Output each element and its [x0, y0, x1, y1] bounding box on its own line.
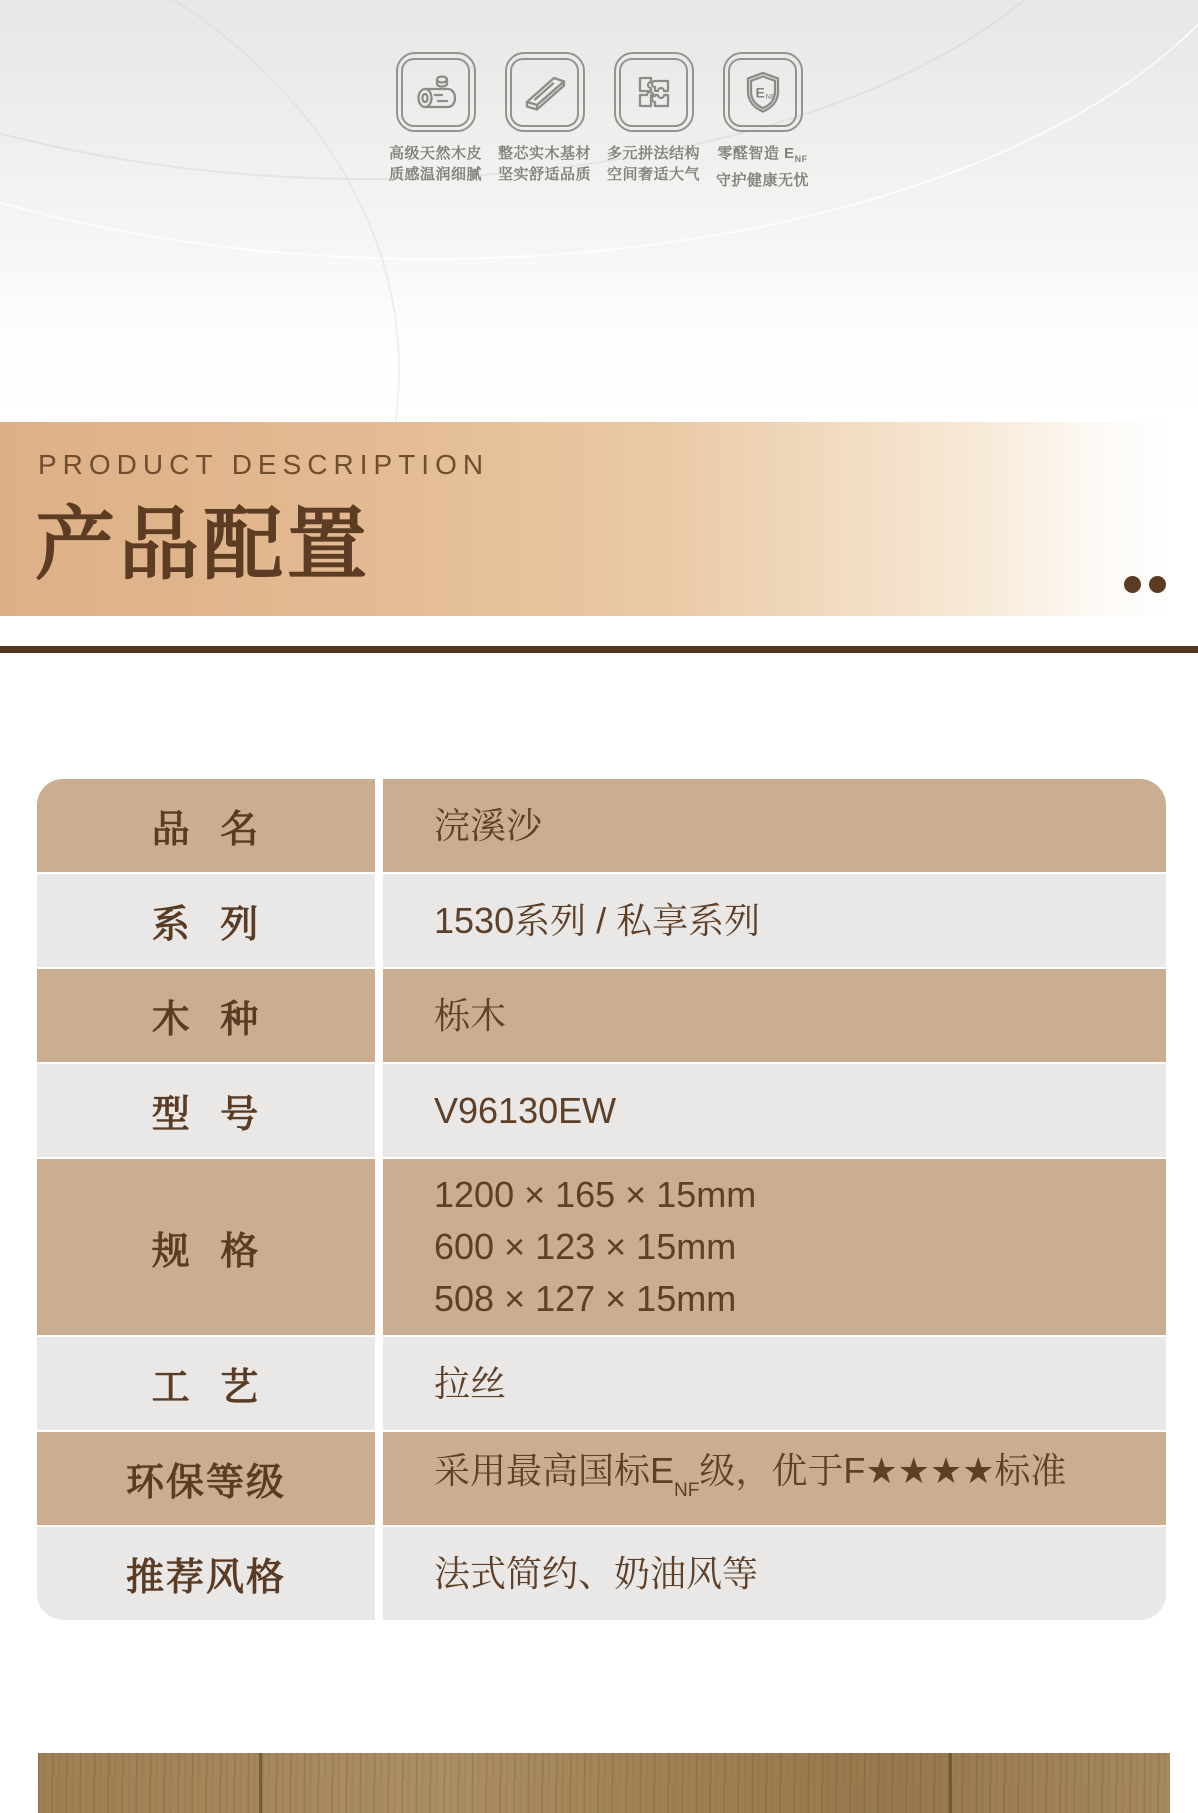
row-value: 采用最高国标$E_{NF}$级，优于F★★★★标准 — [383, 1432, 1166, 1525]
solid-plank-icon — [505, 52, 585, 132]
dots-decoration — [1124, 576, 1166, 593]
feature-item-enf — [708, 52, 817, 191]
row-value: V96130EW — [383, 1064, 1166, 1157]
feature-list — [0, 52, 1198, 191]
divider-bar — [0, 646, 1198, 653]
product-spec-table — [37, 779, 1166, 1620]
row-label: 规 格 — [37, 1159, 375, 1335]
table-row-series — [37, 874, 1166, 967]
feature-item-core — [490, 52, 599, 191]
section-banner — [0, 422, 1198, 616]
feature-caption: 整芯实木基材 坚实舒适品质 — [497, 145, 591, 183]
table-row-wood-species — [37, 969, 1166, 1062]
row-label: 推荐风格 — [37, 1527, 375, 1620]
row-value: 栎木 — [383, 969, 1166, 1062]
table-row-craft — [37, 1337, 1166, 1430]
row-label: 品 名 — [37, 779, 375, 872]
shield-enf-icon — [723, 52, 803, 132]
wood-log-icon — [396, 52, 476, 132]
row-value: 法式简约、奶油风等 — [383, 1527, 1166, 1620]
table-row-eco-grade — [37, 1432, 1166, 1525]
row-label: 木 种 — [37, 969, 375, 1062]
section-subtitle: PRODUCT DESCRIPTION — [38, 449, 490, 480]
table-row-dimensions — [37, 1159, 1166, 1335]
plank-seam — [949, 1753, 952, 1813]
feature-item-structure — [599, 52, 708, 191]
row-label: 系 列 — [37, 874, 375, 967]
row-label: 工 艺 — [37, 1337, 375, 1430]
row-value: 1200 × 165 × 15mm 600 × 123 × 15mm 508 × 127 × 15mm — [383, 1159, 1166, 1335]
feature-caption: 零醛智造 $E_{NF}$ 守护健康无忧 — [715, 145, 809, 189]
row-value: 拉丝 — [383, 1337, 1166, 1430]
plank-seam — [259, 1753, 262, 1813]
table-row-product-name — [37, 779, 1166, 872]
section-title: 产品配置 — [35, 500, 371, 589]
row-label: 型 号 — [37, 1064, 375, 1157]
row-value: 1530系列 / 私享系列 — [383, 874, 1166, 967]
svg-text:E: E — [755, 84, 765, 101]
feature-item-veneer — [381, 52, 490, 191]
puzzle-icon — [614, 52, 694, 132]
table-row-model — [37, 1064, 1166, 1157]
table-row-style — [37, 1527, 1166, 1620]
svg-text:NF: NF — [765, 92, 775, 101]
hero-section — [0, 0, 1198, 422]
feature-caption: 多元拼法结构 空间奢适大气 — [606, 145, 700, 183]
row-label: 环保等级 — [37, 1432, 375, 1525]
feature-caption: 高级天然木皮 质感温润细腻 — [388, 145, 482, 183]
wood-floor-photo — [38, 1753, 1170, 1813]
row-value: 浣溪沙 — [383, 779, 1166, 872]
